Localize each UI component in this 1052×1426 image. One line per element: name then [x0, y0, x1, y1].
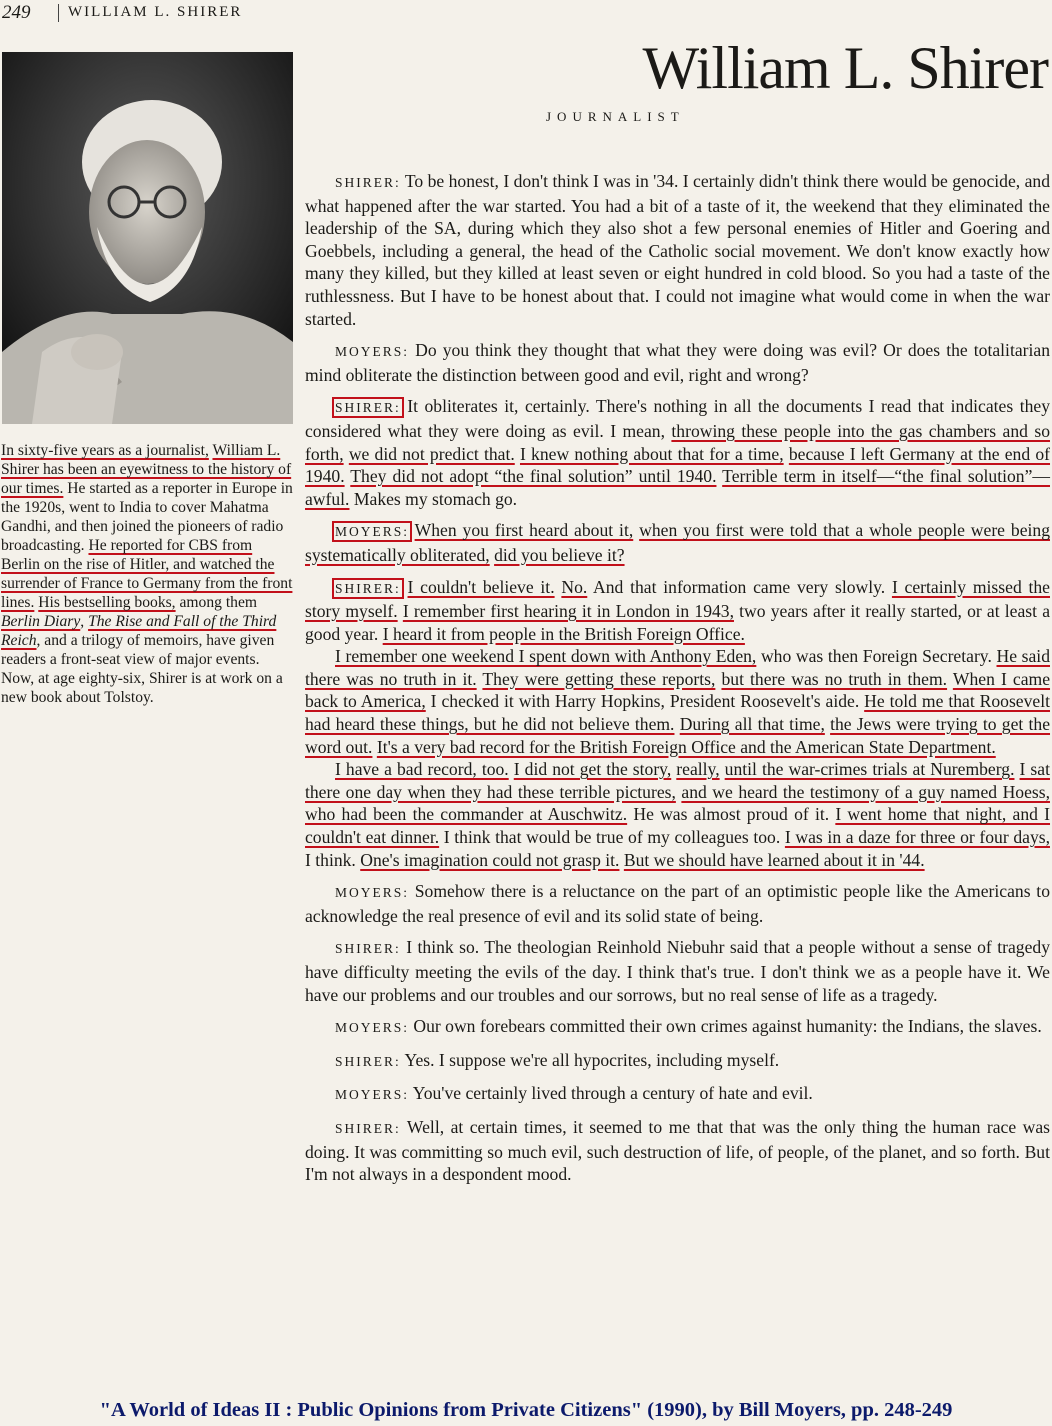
underlined-text: He told me that Roosevelt had heard these things, but he did not believe them.: [305, 691, 1050, 735]
transcript-paragraph: [305, 1082, 1050, 1107]
underlined-text: when you first were told that a whole people were being systematically obliterated,: [305, 520, 1050, 565]
speaker-label: SHIRER:: [335, 175, 401, 190]
speaker-label: SHIRER:: [335, 941, 401, 957]
text-segment: who was then Foreign Secretary.: [756, 646, 997, 667]
underlined-text: No.: [561, 576, 588, 597]
underlined-text: I was in a daze for three or four days,: [784, 827, 1050, 848]
running-header: [0, 0, 300, 26]
text-segment: It obliterates it, certainly. There's nothing in all the documents I read that indicates they considered what they were doing as evil. I mean,: [305, 396, 1050, 441]
transcript-paragraph: [305, 880, 1050, 927]
transcript-paragraph: [305, 645, 1050, 758]
text-segment: two years after it really started, or at least a good year.: [305, 601, 1051, 644]
text-segment: ,: [80, 613, 89, 630]
speaker-label: MOYERS:: [335, 1020, 410, 1036]
underlined-text: the Jews were trying to get the word out.: [305, 714, 1051, 757]
text-segment: I think so. The theologian Reinhold Niebuhr said that a people without a sense of tragedy have difficulty meeting the evils of the day. I think that's true. I don't think we as a people have it. We have our problems and our troubles and our sorrows, but no real sense of life as a tragedy.: [305, 937, 1050, 1005]
profile-name: William L. Shirer: [642, 35, 1048, 101]
underlined-text: His bestselling books,: [38, 594, 176, 611]
underlined-text: When you first heard about it,: [414, 520, 634, 541]
text-segment: Yes. I suppose we're all hypocrites, including myself.: [400, 1049, 780, 1070]
transcript-paragraph: [305, 395, 1050, 510]
running-head: WILLIAM L. SHIRER: [68, 4, 243, 20]
speaker-label: SHIRER:: [335, 1120, 401, 1136]
header-divider: [58, 4, 59, 22]
underlined-text: He said there was no truth in it.: [305, 646, 1050, 689]
transcript-paragraph: [305, 519, 1050, 566]
text-segment: Well, at certain times, it seemed to me that that was the only thing the human race was doing. It was committing so much evil, such destruction of life, of people, of the planet, and so forth. But I'm not always in a despondent mood.: [305, 1116, 1050, 1185]
text-segment: Somehow there is a reluctance on the part of an optimistic people like the Americans to acknowledge the real presence of evil and its solid state of being.: [305, 881, 1050, 926]
underlined-text: One's imagination could not grasp it.: [360, 849, 620, 870]
portrait-photo: [2, 52, 293, 424]
transcript-paragraph: [305, 339, 1050, 386]
underlined-text: They did not adopt “the final solution” until 1940.: [350, 466, 717, 487]
text-segment: To be honest, I don't think I was in '34. I certainly didn't think there would be genocide, and what happened after the war started. You had a bit of a taste of it, the weekend that they eliminated the leadership of the SA, during which they also shot a few personal enemies of Hitler and Goering and Goebbels, including a general, the head of the Catholic social movement. We don't know exactly how many they killed, but they killed at least seven or eight hundred in cold blood. So you had a taste of the ruthlessness. But I have to be honest about that. I could not imagine what would come in when the war started.: [305, 171, 1050, 329]
transcript-paragraph: [305, 1116, 1050, 1186]
speaker-label: MOYERS:: [335, 1087, 410, 1103]
underlined-text: I went home that night, and I couldn't eat dinner.: [305, 804, 1051, 848]
transcript-paragraph: [305, 758, 1050, 871]
text-segment: among them: [175, 594, 258, 611]
text-segment: He was almost proud of it.: [627, 804, 836, 825]
underlined-text: really,: [676, 759, 720, 780]
text-segment: Makes my stomach go.: [349, 488, 518, 509]
text-segment: I think.: [305, 849, 361, 870]
speaker-label: MOYERS:: [335, 344, 410, 360]
transcript-paragraph: [305, 576, 1050, 646]
underlined-text: I sat there one day when they had these terrible pictures,: [305, 759, 1050, 802]
text-segment: And that information came very slowly.: [587, 576, 892, 597]
underlined-text: I remember one weekend I spent down with Anthony Eden,: [335, 646, 757, 667]
bio-caption: [1, 441, 293, 707]
underlined-text: William L. Shirer has been an eyewitness to the history of our times.: [1, 442, 292, 497]
speaker-label: MOYERS:: [335, 885, 410, 901]
interview-transcript: [305, 170, 1050, 1195]
underlined-text: throwing these people into the gas chambers and so forth,: [305, 420, 1050, 464]
text-segment: He started as a reporter in Europe in the 1920s, went to India to cover Mahatma Gandhi, and then joined the pioneers of radio broadcasting.: [1, 480, 293, 554]
speaker-label: MOYERS:: [335, 524, 410, 540]
bio-caption-text: [1, 441, 293, 707]
speaker-label: SHIRER:: [335, 1053, 401, 1069]
underlined-text: Berlin Diary: [1, 613, 81, 630]
underlined-text: did you believe it?: [494, 544, 625, 565]
text-segment: Do you think they thought that what they were doing was evil? Or does the totalitarian mind obliterate the distinction between good and evil, right and wrong?: [305, 340, 1050, 385]
transcript-paragraph: [305, 1049, 1050, 1074]
speaker-label: SHIRER:: [335, 580, 401, 596]
underlined-text: He reported for CBS from Berlin on the rise of Hitler, and watched the surrender of France to Germany from the front lines.: [1, 537, 293, 611]
underlined-text: I knew nothing about that for a time,: [519, 443, 784, 464]
underlined-text: It's a very bad record for the British Foreign Office and the American State Department.: [376, 736, 996, 757]
transcript-paragraph: [305, 170, 1050, 330]
underlined-text: But we should have learned about it in '44.: [623, 849, 925, 870]
text-segment: I checked it with Harry Hopkins, President Roosevelt's aide.: [425, 691, 865, 712]
underlined-text: I have a bad record, too.: [335, 759, 509, 780]
underlined-text: because I left Germany at the end of 1940.: [305, 443, 1051, 487]
underlined-text: I couldn't believe it.: [407, 576, 555, 597]
text-segment: [401, 577, 408, 597]
underlined-text: who had been the commander at Auschwitz.: [305, 804, 628, 825]
underlined-text: and we heard the testimony of a guy named Hoess,: [681, 781, 1050, 802]
transcript-paragraph: [305, 936, 1050, 1006]
text-segment: You've certainly lived through a century of hate and evil.: [409, 1083, 813, 1104]
underlined-text: In sixty-five years as a journalist,: [1, 442, 209, 459]
underlined-text: During all that time,: [679, 714, 825, 735]
profile-occupation: JOURNALIST: [546, 109, 685, 124]
underlined-text: until the war-crimes trials at Nuremberg.: [724, 759, 1015, 780]
text-segment: Our own forebears committed their own crimes against humanity: the Indians, the slaves.: [409, 1016, 1042, 1037]
underlined-text: Terrible term in itself—“the final solution”—awful.: [305, 466, 1050, 509]
text-segment: I think that would be true of my colleagues too.: [439, 827, 785, 848]
underlined-text: They were getting these reports,: [482, 668, 716, 689]
underlined-text: The Rise and Fall of the Third Reich: [1, 613, 277, 649]
underlined-text: When I came back to America,: [305, 668, 1051, 712]
text-segment: , and a trilogy of memoirs, have given readers a front-seat view of major events. Now, at age eighty-six, Shirer is at work on a new book about Tolstoy.: [1, 632, 283, 706]
page-number: 249: [2, 2, 31, 23]
underlined-text: I certainly missed the story myself.: [305, 576, 1050, 622]
underlined-text: but there was no truth in them.: [721, 668, 948, 689]
underlined-text: I remember first hearing it in London in 1943,: [402, 601, 734, 622]
source-citation: "A World of Ideas II : Public Opinions from Private Citizens" (1990), by Bill Moyers, pp. 248-249: [99, 1399, 953, 1421]
underlined-text: I heard it from people in the British Foreign Office.: [382, 623, 745, 644]
underlined-text: we did not predict that.: [348, 443, 515, 464]
underlined-text: I did not get the story,: [513, 759, 672, 780]
speaker-label: SHIRER:: [335, 400, 401, 416]
transcript-paragraph: [305, 1015, 1050, 1040]
